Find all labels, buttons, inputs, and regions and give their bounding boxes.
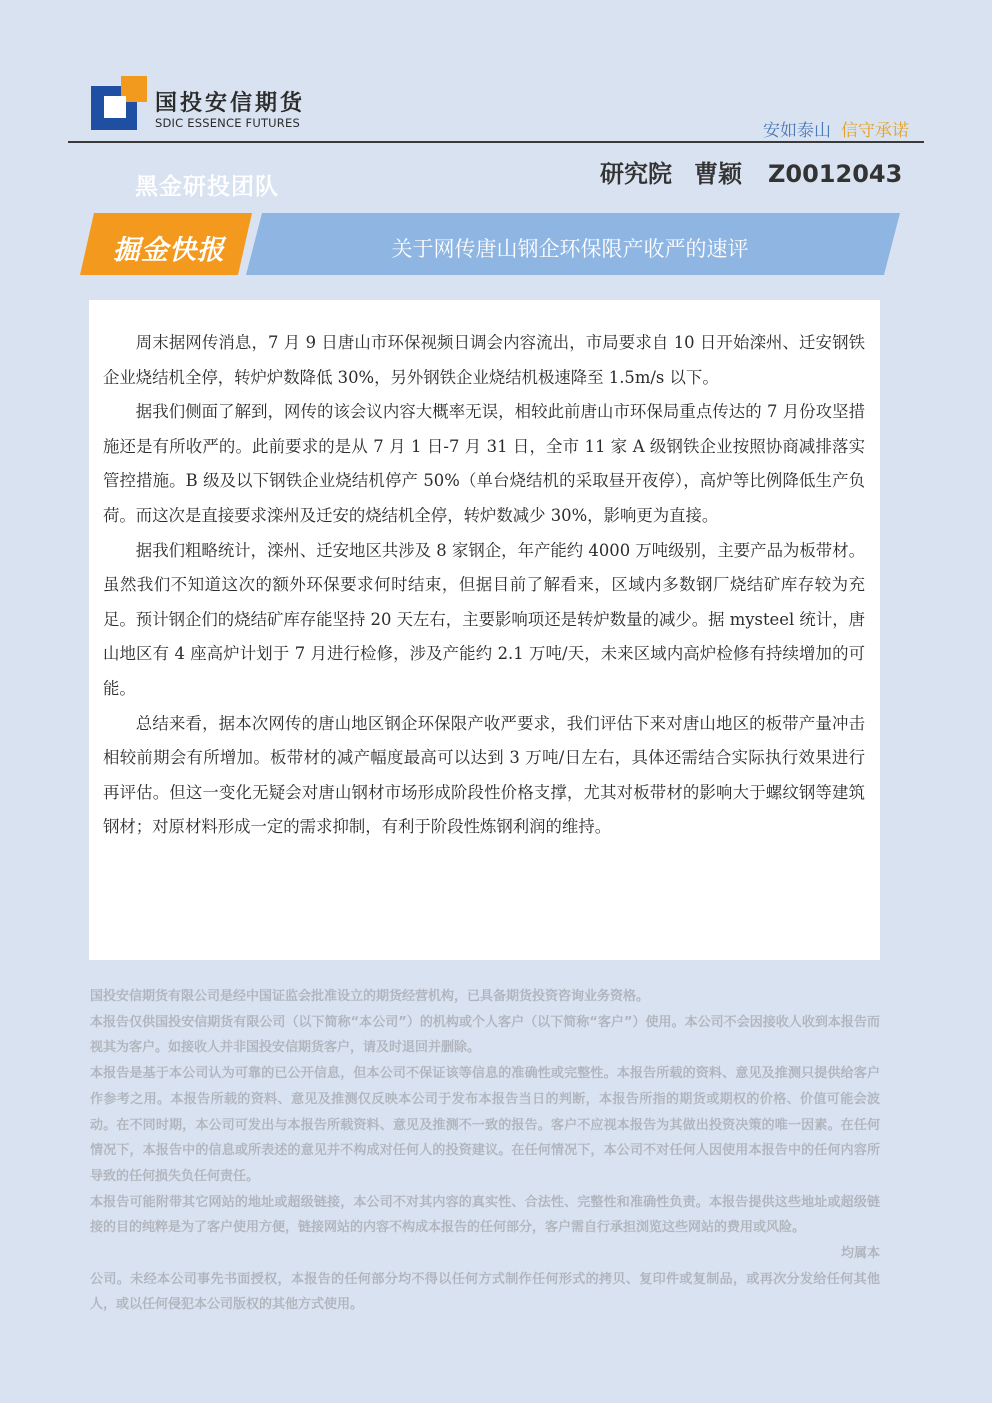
report-body [103, 326, 865, 845]
company-name-cn: 国投安信期货 [155, 91, 306, 116]
slogan [763, 116, 909, 141]
body-paragraph: 据我们侧面了解到，网传的该会议内容大概率无误，相较此前唐山市环保局重点传达的 7 月份攻坚措施还是有所收严的。此前要求的是从 7 月 1 日-7 月 31 日，全市 11 家 A 级钢铁企业按照协商减排落实管控措施。B 级及以下钢铁企业烧结机停产 50%（单台烧结机的采取昼开夜停），高炉等比例降低生产负荷。而这次是直接要求滦州及迁安的烧结机全停，转炉数减少 30%，影响更为直接。 [103, 402, 865, 525]
license-number: Z0012043 [768, 160, 903, 188]
department-label: 研究院 [600, 160, 672, 188]
disclaimer-paragraph: 本报告可能附带其它网站的地址或超级链接，本公司不对其内容的真实性、合法性、完整性和准确性负责。本报告提供这些地址或超级链接的目的纯粹是为了客户使用方便，链接网站的内容不构成本报告的任何部分，客户需自行承担浏览这些网站的费用或风险。 [90, 1194, 880, 1236]
disclaimer-paragraph: 公司。未经本公司事先书面授权，本报告的任何部分均不得以任何方式制作任何形式的拷贝、复印件或复制品，或再次分发给任何其他人，或以任何侵犯本公司版权的其他方式使用。 [90, 1271, 880, 1313]
team-name: 黑金研投团队 [135, 174, 279, 200]
company-logo-icon [91, 76, 147, 130]
analyst-name: 曹颖 [694, 160, 742, 188]
slogan-part-1: 安如泰山 [763, 121, 831, 141]
disclaimer-paragraph: 本报告仅供国投安信期货有限公司（以下简称“本公司”）的机构或个人客户（以下简称“客户”）使用。本公司不会因接收人收到本报告而视其为客户。如接收人并非国投安信期货客户，请及时退回并删除。 [90, 1014, 880, 1056]
report-type-label: 掘金快报 [113, 235, 225, 266]
disclaimer [90, 984, 880, 1318]
author-info [600, 154, 902, 189]
report-title: 关于网传唐山钢企环保限产收严的速评 [391, 237, 749, 261]
body-paragraph: 周末据网传消息，7 月 9 日唐山市环保视频日调会内容流出，市局要求自 10 日开始滦州、迁安钢铁企业烧结机全停，转炉炉数降低 30%，另外钢铁企业烧结机极速降至 1.5m/s 以下。 [103, 333, 865, 387]
disclaimer-paragraph: 均属本 [840, 1246, 880, 1262]
body-paragraph: 据我们粗略统计，滦州、迁安地区共涉及 8 家钢企，年产能约 4000 万吨级别，主要产品为板带材。虽然我们不知道这次的额外环保要求何时结束，但据目前了解看来，区域内多数钢厂烧结矿库存较为充足。预计钢企们的烧结矿库存能坚持 20 天左右，主要影响项还是转炉数量的减少。据 mysteel 统计，唐山地区有 4 座高炉计划于 7 月进行检修，涉及产能约 2.1 万吨/天，未来区域内高炉检修有持续增加的可能。 [103, 540, 865, 698]
disclaimer-paragraph: 国投安信期货有限公司是经中国证监会批准设立的期货经营机构，已具备期货投资咨询业务资格。 [90, 989, 650, 1004]
body-paragraph: 总结来看，据本次网传的唐山地区钢企环保限产收严要求，我们评估下来对唐山地区的板带产量冲击相较前期会有所增加。板带材的减产幅度最高可以达到 3 万吨/日左右，具体还需结合实际执行效果进行再评估。但这一变化无疑会对唐山钢材市场形成阶段性价格支撑，尤其对板带材的影响大于螺纹钢等建筑钢材；对原材料形成一定的需求抑制，有利于阶段性炼钢利润的维持。 [103, 713, 865, 837]
company-name-en: SDIC ESSENCE FUTURES [155, 116, 300, 130]
disclaimer-paragraph: 本报告是基于本公司认为可靠的已公开信息，但本公司不保证该等信息的准确性或完整性。本报告所载的资料、意见及推测只提供给客户作参考之用。本报告所载的资料、意见及推测仅反映本公司于发布本报告当日的判断，本报告所指的期货或期权的价格、价值可能会波动。在不同时期，本公司可发出与本报告所载资料、意见及推测不一致的报告。客户不应视本报告为其做出投资决策的唯一因素。在任何情况下，本报告中的信息或所表述的意见并不构成对任何人的投资建议。在任何情况下，本公司不对任何人因使用本报告中的任何内容所导致的任何损失负任何责任。 [90, 1066, 880, 1184]
slogan-part-2: 信守承诺 [841, 121, 909, 141]
header-divider [68, 141, 924, 143]
